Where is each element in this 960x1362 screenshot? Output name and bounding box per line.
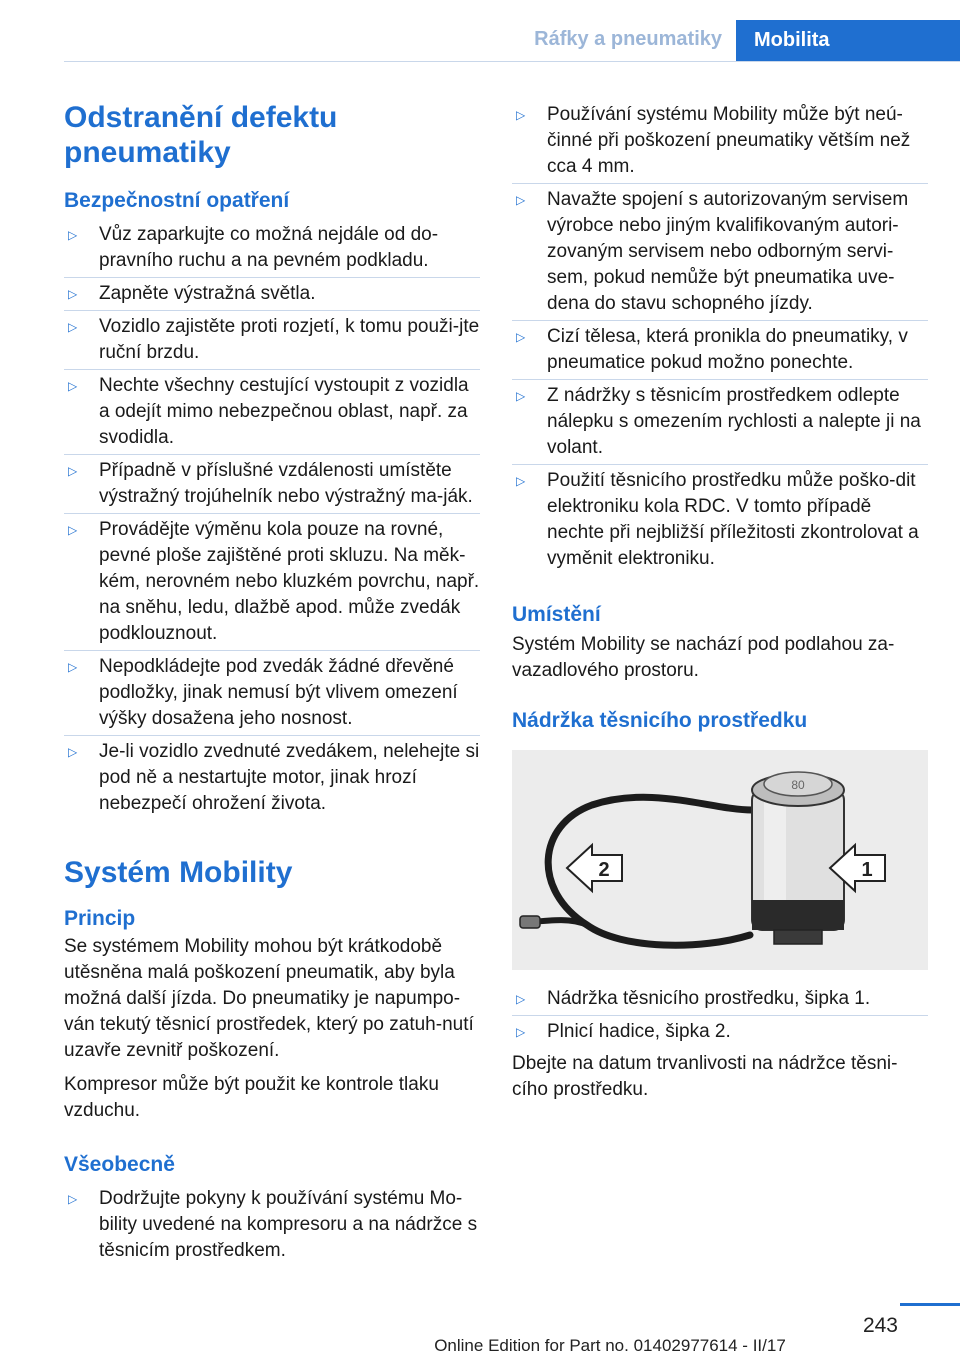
list-item-text: Dodržujte pokyny k používání systému Mo‐bility uvedené na kompresoru a na nádržce s těsnicím prostředkem.: [99, 1188, 478, 1261]
bullet-triangle-icon: ▷: [516, 389, 526, 403]
list-item-text: Zapněte výstražná světla.: [99, 283, 316, 304]
list-item: [64, 373, 480, 451]
bullet-triangle-icon: ▷: [516, 1025, 526, 1039]
heading-safety: Bezpečnostní opatření: [64, 189, 290, 212]
footer-accent-line: [900, 1303, 960, 1306]
list-item-text: Vůz zaparkujte co možná nejdále od do‐pravního ruchu a na pevném podkladu.: [99, 224, 439, 271]
bullet-triangle-icon: ▷: [68, 745, 78, 759]
list-item-text: Nechte všechny cestující vystoupit z vozidla a odejít mimo nebezpečnou oblast, např. za svodidla.: [99, 375, 469, 448]
bullet-triangle-icon: ▷: [68, 523, 78, 537]
canister-highlight: [764, 790, 786, 900]
list-item: [512, 986, 928, 1012]
list-item-text: Z nádržky s těsnicím prostředkem odlepte nálepku s omezením rychlosti a nalepte ji na volant.: [547, 385, 921, 458]
edition-note: Online Edition for Part no. 01402977614 - II/17: [434, 1336, 786, 1355]
bullet-triangle-icon: ▷: [516, 108, 526, 122]
sealant-tank-illustration: [512, 750, 928, 970]
heading-location: Umístění: [512, 603, 601, 626]
cap-speed-text: 80: [791, 778, 805, 792]
bullet-triangle-icon: ▷: [68, 660, 78, 674]
list-item: [512, 383, 928, 461]
tank-note: Dbejte na datum trvanlivosti na nádržce těsni‐cího prostředku.: [512, 1053, 898, 1100]
bullet-triangle-icon: ▷: [516, 992, 526, 1006]
list-item: [64, 222, 480, 274]
principle-paragraph-1: Se systémem Mobility mohou být krátkodobě utěsněna malá poškození pneumatik, aby byla možná další jízda. Do pneumatiky je napumpo‐ván tekutý těsnicí prostředek, který po zatuh‐nutí uzavře zevnitř poškození.: [64, 936, 474, 1061]
svg-text:2: 2: [598, 859, 610, 881]
list-item: [512, 102, 928, 180]
bullet-triangle-icon: ▷: [68, 379, 78, 393]
list-item: [512, 468, 928, 572]
principle-paragraph-2: Kompresor může být použit ke kontrole tlaku vzduchu.: [64, 1074, 439, 1121]
list-item: [64, 517, 480, 647]
heading-mobility-system: Systém Mobility: [64, 856, 293, 889]
list-item-text: Nepodkládejte pod zvedák žádné dřevěné podložky, jinak nemusí být vlivem omezení výšky dosažena jeho nosnost.: [99, 656, 458, 729]
location-paragraph: Systém Mobility se nachází pod podlahou za‐vazadlového prostoru.: [512, 634, 895, 681]
list-item-text: Je-li vozidlo zvednuté zvedákem, nelehejte si pod ně a nestartujte motor, jinak hrozí nebezpečí ohrožení života.: [99, 741, 480, 814]
bullet-triangle-icon: ▷: [68, 320, 78, 334]
valve-connector: [520, 916, 540, 928]
arrow-2-marker: [567, 845, 622, 891]
list-item-text: Provádějte výměnu kola pouze na rovné, pevné ploše zajištěné proti skluzu. Na měk‐kém, nerovném nebo kluzkém povrchu, např. na sněhu, ledu, dlažbě apod. může zvedák podklouznout.: [99, 519, 480, 644]
page-header: [0, 0, 960, 62]
list-item: [64, 458, 480, 510]
page-title-tyre-repair: Odstranění defektu pneumatiky: [64, 101, 338, 169]
bullet-triangle-icon: ▷: [516, 474, 526, 488]
bullet-triangle-icon: ▷: [516, 193, 526, 207]
general-list-continued: [512, 102, 928, 572]
list-item: [64, 739, 480, 817]
tank-list: [512, 986, 928, 1045]
list-item-text: Případně v příslušné vzdálenosti umístěte výstražný trojúhelník nebo výstražný ma‐ják.: [99, 460, 473, 507]
bullet-triangle-icon: ▷: [68, 1192, 78, 1206]
list-item: [64, 314, 480, 366]
bullet-triangle-icon: ▷: [68, 464, 78, 478]
page-number: 243: [862, 1314, 898, 1337]
left-column: [64, 100, 480, 1264]
bullet-triangle-icon: ▷: [68, 287, 78, 301]
svg-text:1: 1: [861, 859, 873, 881]
list-item-text: Navažte spojení s autorizovaným servisem výrobce nebo jiným kvalifikovaným autori‐zovaným servisem nebo odborným servi‐sem, pokud nemůže být pneumatika uve‐dena do stavu schopného jízdy.: [547, 189, 909, 314]
safety-list: [64, 222, 480, 817]
list-item: [64, 281, 480, 307]
list-item-text: Nádržka těsnicího prostředku, šipka 1.: [547, 988, 871, 1009]
header-divider: [64, 61, 960, 62]
right-column: [512, 102, 928, 1103]
sealant-tank-figure: [512, 750, 928, 970]
list-item: [64, 654, 480, 732]
list-item-text: Používání systému Mobility může být neú‐činné při poškození pneumatiky větším než cca 4 mm.: [547, 104, 911, 177]
list-item: [64, 1186, 480, 1264]
heading-sealant-tank: Nádržka těsnicího prostředku: [512, 709, 808, 732]
heading-principle: Princip: [64, 907, 136, 930]
general-list: [64, 1186, 480, 1264]
bullet-triangle-icon: ▷: [516, 330, 526, 344]
list-item: [512, 1019, 928, 1045]
canister-outlet: [774, 930, 822, 944]
bullet-triangle-icon: ▷: [68, 228, 78, 242]
canister-base: [752, 900, 844, 930]
list-item-text: Plnicí hadice, šipka 2.: [547, 1021, 731, 1042]
heading-general: Všeobecně: [64, 1153, 175, 1176]
list-item: [512, 187, 928, 317]
list-item: [512, 324, 928, 376]
list-item-text: Cizí tělesa, která pronikla do pneumatiky, v pneumatice pokud možno ponechte.: [547, 326, 908, 373]
list-item-text: Vozidlo zajistěte proti rozjetí, k tomu použi‐jte ruční brzdu.: [99, 316, 480, 363]
section-tab-wheels-tyres[interactable]: Ráfky a pneumatiky: [534, 28, 722, 50]
section-tab-mobility[interactable]: Mobilita: [736, 20, 960, 62]
list-item-text: Použití těsnicího prostředku může poško‐dit elektroniku kola RDC. V tomto případě nechte při nejbližší příležitosti zkontrolovat a vyměnit elektroniku.: [547, 470, 919, 569]
